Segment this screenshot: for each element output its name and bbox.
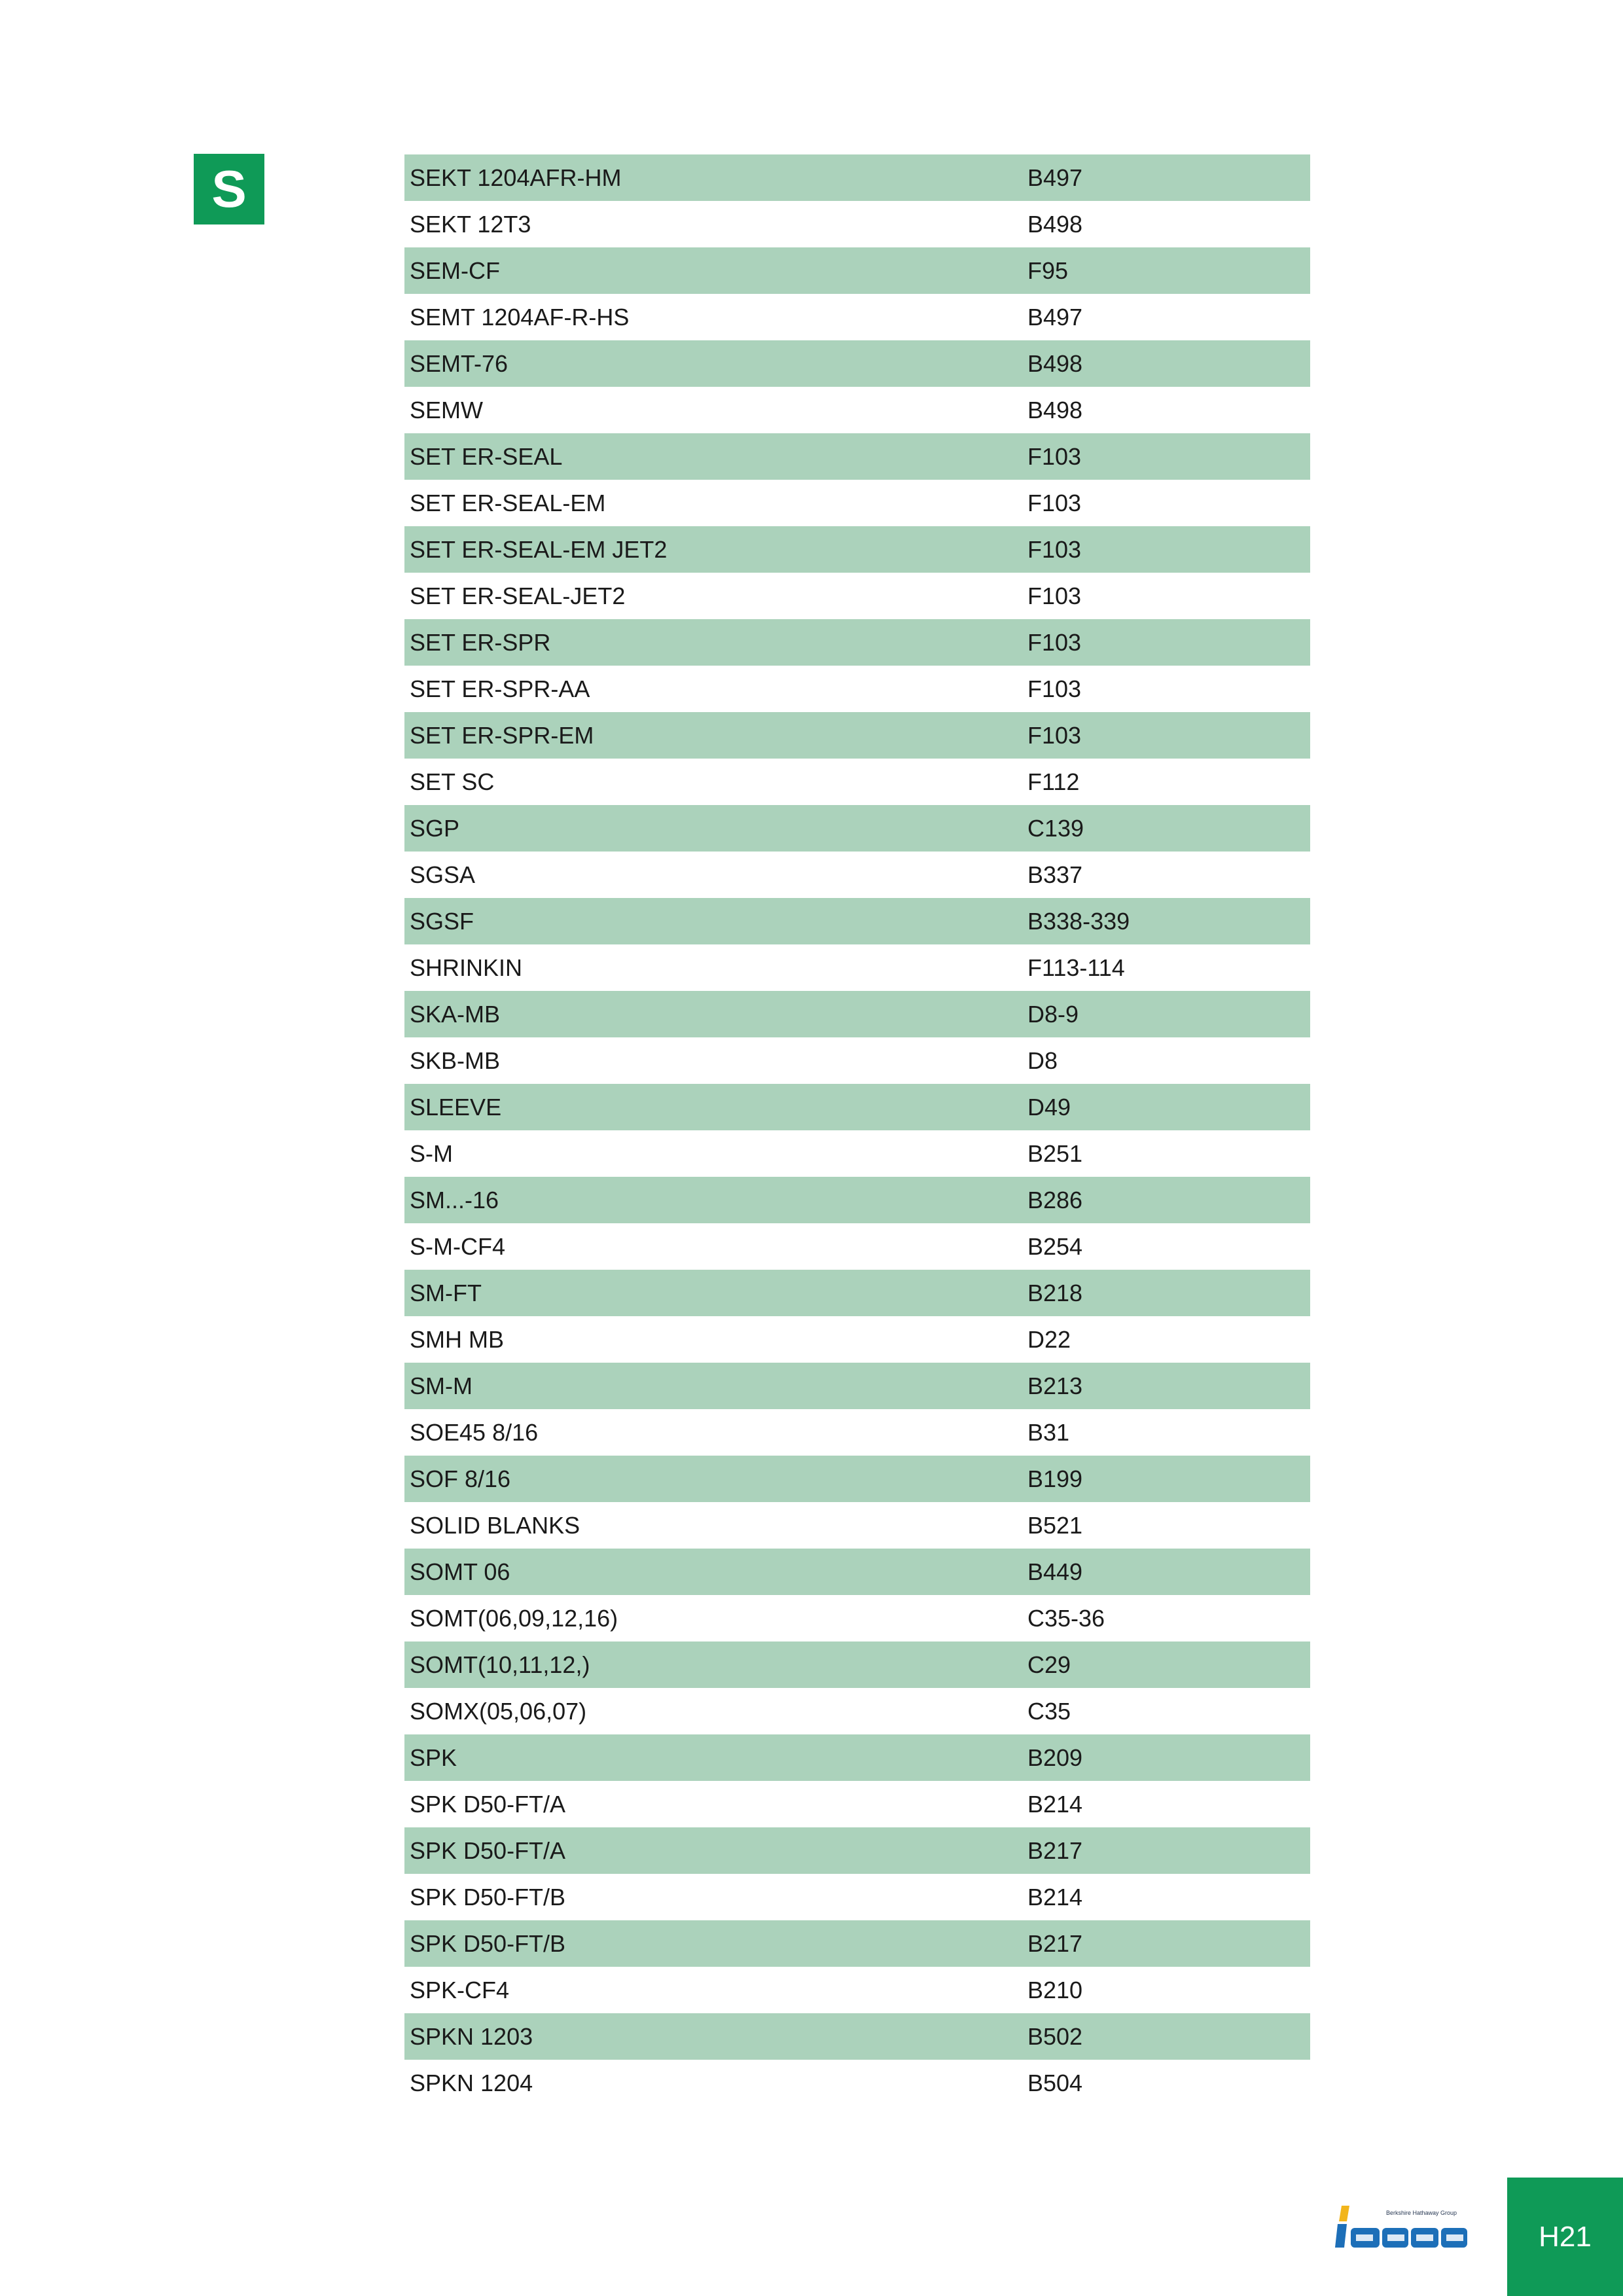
page-reference: B254 [1027, 1233, 1083, 1260]
table-row [404, 154, 1310, 201]
item-code: SPK D50-FT/B [410, 1884, 566, 1910]
page-reference: B31 [1027, 1419, 1070, 1446]
table-row [404, 1502, 1310, 1549]
table-row [404, 1456, 1310, 1502]
item-code: SPKN 1204 [410, 2070, 533, 2096]
table-row [404, 852, 1310, 898]
page-reference: F103 [1027, 675, 1082, 702]
table-row [404, 1920, 1310, 1967]
table-row [404, 2013, 1310, 2060]
section-letter: S [211, 160, 247, 218]
table-row [404, 1967, 1310, 2013]
item-code: SET ER-SEAL [410, 443, 563, 470]
page-reference: D49 [1027, 1094, 1071, 1121]
table-row [404, 2060, 1310, 2106]
page-reference: B214 [1027, 1884, 1083, 1910]
table-row [404, 1084, 1310, 1130]
page-reference: F95 [1027, 257, 1069, 284]
table-row [404, 1641, 1310, 1688]
table-row [404, 759, 1310, 805]
page-reference: F113-114 [1027, 954, 1125, 981]
page-reference: B218 [1027, 1280, 1083, 1306]
item-code: SPK D50-FT/B [410, 1930, 566, 1957]
page-reference: B498 [1027, 350, 1083, 377]
iscar-logo [1335, 2200, 1470, 2255]
item-code: SGSA [410, 861, 476, 888]
table-row [404, 1874, 1310, 1920]
item-code: SOLID BLANKS [410, 1512, 580, 1539]
page-reference: B251 [1027, 1140, 1083, 1167]
page-reference: B209 [1027, 1744, 1083, 1771]
item-code: SET ER-SPR [410, 629, 551, 656]
item-code: SM...-16 [410, 1187, 499, 1213]
table-row [404, 340, 1310, 387]
page-reference: C35 [1027, 1698, 1071, 1725]
page-reference: B504 [1027, 2070, 1083, 2096]
item-code: SPK D50-FT/A [410, 1837, 566, 1864]
page-reference: F103 [1027, 722, 1082, 749]
page-reference: B449 [1027, 1558, 1083, 1585]
table-row [404, 805, 1310, 852]
page-reference: D22 [1027, 1326, 1071, 1353]
table-row [404, 526, 1310, 573]
page-reference: B338-339 [1027, 908, 1130, 935]
item-code: SEMW [410, 397, 483, 423]
section-letter-badge [194, 154, 264, 224]
table-row [404, 991, 1310, 1037]
item-code: SGSF [410, 908, 474, 935]
page-reference: B286 [1027, 1187, 1083, 1213]
table-row [404, 1549, 1310, 1595]
item-code: SEKT 12T3 [410, 211, 531, 238]
page-reference: D8 [1027, 1047, 1058, 1074]
item-code: SPK-CF4 [410, 1977, 510, 2003]
page-reference: C29 [1027, 1651, 1071, 1678]
page-reference: C139 [1027, 815, 1084, 842]
table-row [404, 480, 1310, 526]
index-table [404, 154, 1310, 2106]
item-code: SGP [410, 815, 460, 842]
item-code: SOMT 06 [410, 1558, 510, 1585]
page-reference: B199 [1027, 1465, 1083, 1492]
page-reference: B217 [1027, 1930, 1083, 1957]
item-code: SOF 8/16 [410, 1465, 511, 1492]
table-row [404, 619, 1310, 666]
iscar-logo-tagline: Berkshire Hathaway Group [1386, 2210, 1457, 2216]
page-reference: B497 [1027, 304, 1083, 331]
item-code: S-M [410, 1140, 453, 1167]
item-code: S-M-CF4 [410, 1233, 505, 1260]
page-reference: D8-9 [1027, 1001, 1079, 1028]
page-reference: F103 [1027, 490, 1082, 516]
table-row [404, 1409, 1310, 1456]
page-reference: F112 [1027, 768, 1080, 795]
page-reference: B497 [1027, 164, 1083, 191]
item-code: SOMX(05,06,07) [410, 1698, 587, 1725]
item-code: SOMT(10,11,12,) [410, 1651, 590, 1678]
item-code: SOMT(06,09,12,16) [410, 1605, 618, 1632]
table-row [404, 1595, 1310, 1641]
page-reference: F103 [1027, 536, 1082, 563]
table-row [404, 1130, 1310, 1177]
item-code: SET ER-SEAL-EM JET2 [410, 536, 668, 563]
item-code: SM-FT [410, 1280, 482, 1306]
page-reference: B213 [1027, 1372, 1083, 1399]
item-code: SOE45 8/16 [410, 1419, 539, 1446]
item-code: SEMT-76 [410, 350, 508, 377]
table-row [404, 1363, 1310, 1409]
item-code: SLEEVE [410, 1094, 502, 1121]
item-code: SHRINKIN [410, 954, 523, 981]
table-row [404, 1827, 1310, 1874]
table-row [404, 1270, 1310, 1316]
table-row [404, 1734, 1310, 1781]
item-code: SPKN 1203 [410, 2023, 533, 2050]
table-row [404, 1223, 1310, 1270]
page-reference: F103 [1027, 583, 1082, 609]
item-code: SKA-MB [410, 1001, 501, 1028]
table-row [404, 201, 1310, 247]
table-row [404, 1037, 1310, 1084]
page-reference: B214 [1027, 1791, 1083, 1818]
item-code: SET ER-SPR-EM [410, 722, 594, 749]
table-row [404, 573, 1310, 619]
item-code: SEMT 1204AF-R-HS [410, 304, 630, 331]
page-reference: B521 [1027, 1512, 1083, 1539]
item-code: SET ER-SPR-AA [410, 675, 590, 702]
item-code: SPK D50-FT/A [410, 1791, 566, 1818]
table-row [404, 1177, 1310, 1223]
item-code: SEKT 1204AFR-HM [410, 164, 622, 191]
table-row [404, 433, 1310, 480]
page-reference: C35-36 [1027, 1605, 1105, 1632]
page-reference: B210 [1027, 1977, 1083, 2003]
table-row [404, 387, 1310, 433]
item-code: SMH MB [410, 1326, 504, 1353]
table-row [404, 247, 1310, 294]
page-number: H21 [1539, 2220, 1592, 2253]
table-row [404, 1688, 1310, 1734]
page-reference: B498 [1027, 211, 1083, 238]
page-number-tab [1507, 2178, 1623, 2296]
page-reference: F103 [1027, 629, 1082, 656]
page-reference: B337 [1027, 861, 1083, 888]
page-reference: B502 [1027, 2023, 1083, 2050]
table-row [404, 944, 1310, 991]
page-reference: B217 [1027, 1837, 1083, 1864]
item-code: SEM-CF [410, 257, 500, 284]
item-code: SET ER-SEAL-JET2 [410, 583, 626, 609]
page-reference: B498 [1027, 397, 1083, 423]
table-row [404, 294, 1310, 340]
item-code: SET ER-SEAL-EM [410, 490, 606, 516]
table-row [404, 1316, 1310, 1363]
table-row [404, 712, 1310, 759]
table-row [404, 666, 1310, 712]
item-code: SKB-MB [410, 1047, 501, 1074]
page-reference: F103 [1027, 443, 1082, 470]
item-code: SM-M [410, 1372, 473, 1399]
table-row [404, 898, 1310, 944]
item-code: SPK [410, 1744, 457, 1771]
item-code: SET SC [410, 768, 495, 795]
table-row [404, 1781, 1310, 1827]
